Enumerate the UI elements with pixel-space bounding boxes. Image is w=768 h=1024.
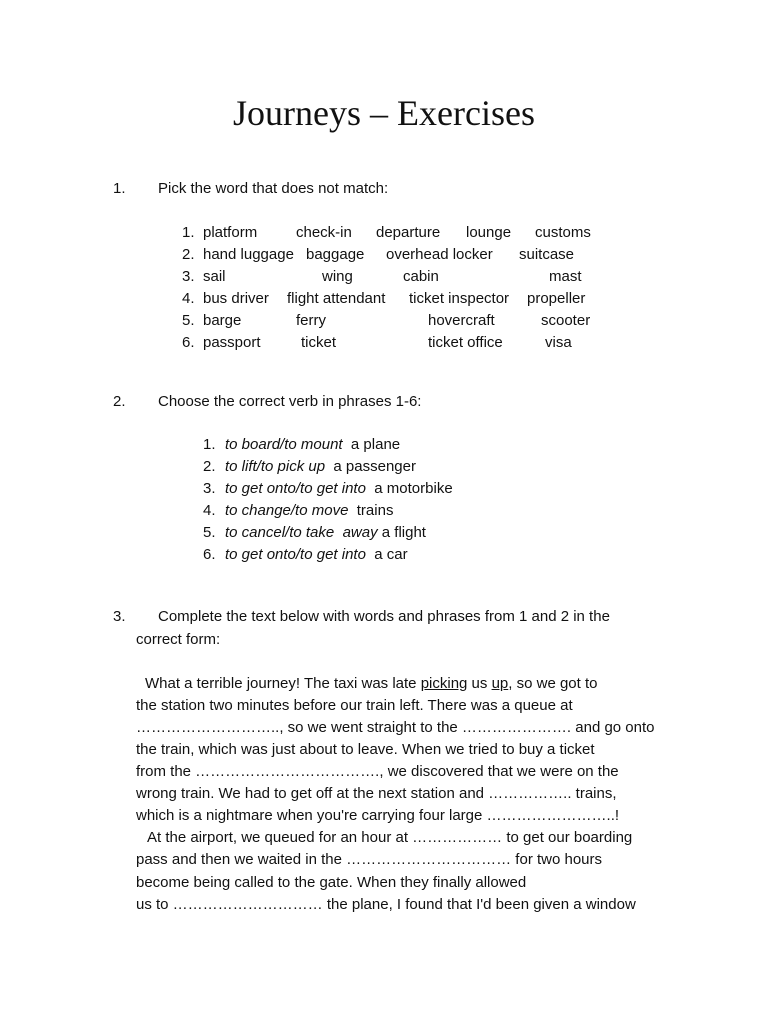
list-item-word: cabin <box>403 268 439 285</box>
list-item-word: overhead locker <box>386 246 493 263</box>
text-line: us to ………………………… the plane, I found that I'd been given a window <box>136 896 636 913</box>
list-item-number: 2. <box>182 246 195 263</box>
text-line: which is a nightmare when you're carrying four large ……………………..! <box>136 807 620 824</box>
list-item-word: ferry <box>296 312 326 329</box>
verb-options: to board/to mount <box>225 436 343 453</box>
list-item-number: 3. <box>203 480 216 497</box>
text-line: wrong train. We had to get off at the next station and …………….. trains, <box>136 785 617 802</box>
underlined-example: picking <box>420 675 468 692</box>
section-1-heading: Pick the word that does not match: <box>158 180 389 197</box>
text-line: ……………………….., so we went straight to the …………………. and go onto <box>136 719 655 736</box>
underlined-example: up <box>491 675 509 692</box>
list-item-number: 4. <box>203 502 216 519</box>
verb-object: trains <box>356 502 394 519</box>
list-item-word: platform <box>203 224 258 241</box>
list-item-number: 1. <box>203 436 216 453</box>
section-3-heading-line-2: correct form: <box>136 631 221 648</box>
list-item-word: wing <box>322 268 353 285</box>
text-line: the train, which was just about to leave. When we tried to buy a ticket <box>136 741 595 758</box>
list-item <box>203 524 426 541</box>
list-item-word: baggage <box>306 246 365 263</box>
list-item-number: 5. <box>203 524 216 541</box>
text-line: become being called to the gate. When they finally allowed <box>136 874 527 891</box>
text-fragment: us <box>467 675 492 692</box>
verb-options: to get onto/to get into <box>225 546 366 563</box>
text-fragment: What a terrible journey! The taxi was late <box>145 675 421 692</box>
list-item-word: suitcase <box>519 246 575 263</box>
text-line: from the ………………………………., we discovered that we were on the <box>136 763 619 780</box>
list-item-word: ticket inspector <box>409 290 510 307</box>
verb-options: to change/to move <box>225 502 349 519</box>
verb-object: a car <box>374 546 408 563</box>
list-item-number: 1. <box>182 224 195 241</box>
verb-object: a plane <box>350 436 401 453</box>
section-2-number: 2. <box>113 393 126 410</box>
list-item <box>203 480 453 497</box>
list-item-word: departure <box>376 224 441 241</box>
list-item <box>203 458 416 475</box>
list-item-number: 6. <box>182 334 195 351</box>
list-item-word: visa <box>545 334 572 351</box>
verb-options: to cancel/to take away <box>225 524 378 541</box>
list-item-word: scooter <box>541 312 591 329</box>
list-item-word: mast <box>549 268 582 285</box>
list-item-word: ticket office <box>428 334 503 351</box>
list-item-word: barge <box>203 312 242 329</box>
verb-options: to lift/to pick up <box>225 458 326 475</box>
list-item-number: 3. <box>182 268 195 285</box>
section-2-heading: Choose the correct verb in phrases 1-6: <box>158 393 422 410</box>
list-item <box>203 546 408 563</box>
list-item-number: 5. <box>182 312 195 329</box>
text-line: the station two minutes before our train left. There was a queue at <box>136 697 573 714</box>
section-1-number: 1. <box>113 180 126 197</box>
verb-options: to get onto/to get into <box>225 480 366 497</box>
list-item-word: flight attendant <box>287 290 386 307</box>
section-3-heading-line-1: Complete the text below with words and phrases from 1 and 2 in the <box>158 608 610 625</box>
list-item-word: lounge <box>466 224 512 241</box>
list-item <box>203 502 393 519</box>
list-item-word: sail <box>203 268 226 285</box>
verb-object: a flight <box>381 524 426 541</box>
list-item-number: 6. <box>203 546 216 563</box>
list-item-word: hovercraft <box>428 312 495 329</box>
list-item-number: 2. <box>203 458 216 475</box>
text-line: At the airport, we queued for an hour at ……………… to get our boarding <box>147 829 633 846</box>
list-item-word: hand luggage <box>203 246 294 263</box>
list-item-word: check-in <box>296 224 352 241</box>
list-item-word: bus driver <box>203 290 269 307</box>
verb-object: a motorbike <box>374 480 453 497</box>
verb-object: a passenger <box>333 458 416 475</box>
list-item-number: 4. <box>182 290 195 307</box>
page-title: Journeys – Exercises <box>233 93 535 133</box>
list-item-word: propeller <box>527 290 586 307</box>
list-item-word: passport <box>203 334 261 351</box>
text-line: pass and then we waited in the …………………………… for two hours <box>136 851 603 868</box>
list-item <box>203 436 400 453</box>
text-line <box>145 675 597 692</box>
section-3-number: 3. <box>113 608 126 625</box>
list-item-word: ticket <box>301 334 337 351</box>
list-item-word: customs <box>535 224 591 241</box>
text-fragment: , so we got to <box>508 675 598 692</box>
